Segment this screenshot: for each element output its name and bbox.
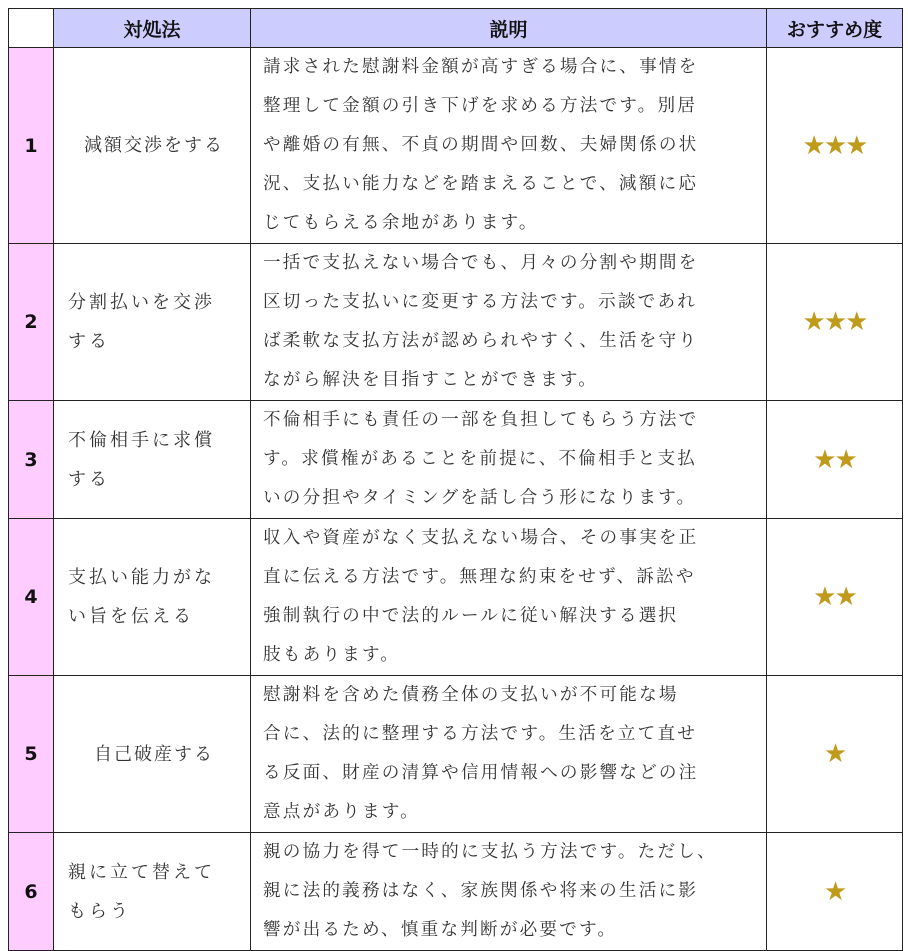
description-line: や離婚の有無、不貞の期間や回数、夫婦関係の状 <box>263 135 699 155</box>
description-line: 不倫相手にも責任の一部を負担してもらう方法で <box>263 410 699 430</box>
description-line: す。求償権があることを前提に、不倫相手と支払 <box>263 449 698 469</box>
description-line: 整理して金額の引き下げを求める方法です。別居 <box>263 96 698 116</box>
rating-stars: ★★ <box>767 519 903 676</box>
header-blank <box>9 9 54 48</box>
table-row <box>9 833 903 951</box>
description-line: 響が出るため、慎重な判断が必要です。 <box>263 920 618 940</box>
method-line: 自己破産する <box>94 743 214 765</box>
row-number: 3 <box>9 401 54 519</box>
row-number: 4 <box>9 519 54 676</box>
method-cell <box>54 48 251 244</box>
description-cell <box>251 676 767 833</box>
description-cell <box>251 48 767 244</box>
description-cell <box>251 401 767 519</box>
description-line: いの分担やタイミングを話し合う形になります。 <box>263 488 697 508</box>
table-row <box>9 48 903 244</box>
description-line: 況、支払い能力などを踏まえることで、減額に応 <box>263 174 699 194</box>
header-method: 対処法 <box>54 9 251 48</box>
description-line: 請求された慰謝料金額が高すぎる場合に、事情を <box>263 57 699 77</box>
description-line: 一括で支払えない場合でも、月々の分割や期間を <box>263 253 699 273</box>
method-cell <box>54 401 251 519</box>
rating-stars: ★ <box>767 676 903 833</box>
description-cell <box>251 519 767 676</box>
row-number: 2 <box>9 244 54 401</box>
rating-stars: ★★ <box>767 401 903 519</box>
table-row <box>9 401 903 519</box>
description-line: 合に、法的に整理する方法です。生活を立て直せ <box>263 724 698 744</box>
description-line: 強制執行の中で法的ルールに従い解決する選択 <box>263 606 679 626</box>
method-line: 減額交渉をする <box>84 135 224 156</box>
countermeasures-table <box>8 8 903 951</box>
description-line: 親の協力を得て一時的に支払う方法です。ただし、 <box>263 842 717 862</box>
rating-stars: ★ <box>767 833 903 951</box>
description-line: 意点があります。 <box>263 802 420 822</box>
header-rating: おすすめ度 <box>767 9 903 48</box>
description-line: ば柔軟な支払方法が認められやすく、生活を守り <box>263 331 699 351</box>
table-row <box>9 244 903 401</box>
method-cell <box>54 244 251 401</box>
method-line: する <box>68 331 110 352</box>
description-line: 肢もあります。 <box>263 645 401 665</box>
method-line: もらう <box>68 900 131 922</box>
description-line: じてもらえる余地があります。 <box>263 213 539 233</box>
header-row <box>9 9 903 48</box>
method-cell <box>54 519 251 676</box>
description-line: 慰謝料を含めた債務全体の支払いが不可能な場 <box>263 685 679 705</box>
description-line: る反面、財産の清算や信用情報への影響などの注 <box>263 763 699 783</box>
description-cell <box>251 244 767 401</box>
method-line: い旨を伝える <box>68 606 194 627</box>
rating-stars: ★★★ <box>767 244 903 401</box>
row-number: 5 <box>9 676 54 833</box>
method-cell <box>54 676 251 833</box>
header-description: 説明 <box>251 9 767 48</box>
table-row <box>9 676 903 833</box>
table-row <box>9 519 903 676</box>
description-line: 区切った支払いに変更する方法です。示談であれ <box>263 292 698 312</box>
method-line: 分割払いを交渉 <box>68 292 215 313</box>
description-line: ながら解決を目指すことができます。 <box>263 370 599 390</box>
method-line: する <box>68 468 110 490</box>
method-cell <box>54 833 251 951</box>
description-cell <box>251 833 767 951</box>
row-number: 1 <box>9 48 54 244</box>
method-line: 不倫相手に求償 <box>68 429 215 451</box>
description-line: 親に法的義務はなく、家族関係や将来の生活に影 <box>263 881 699 901</box>
rating-stars: ★★★ <box>767 48 903 244</box>
method-line: 支払い能力がな <box>68 567 215 588</box>
method-line: 親に立て替えて <box>68 861 215 883</box>
description-line: 収入や資産がなく支払えない場合、その事実を正 <box>263 528 699 548</box>
row-number: 6 <box>9 833 54 951</box>
description-line: 直に伝える方法です。無理な約束をせず、訴訟や <box>263 567 696 587</box>
